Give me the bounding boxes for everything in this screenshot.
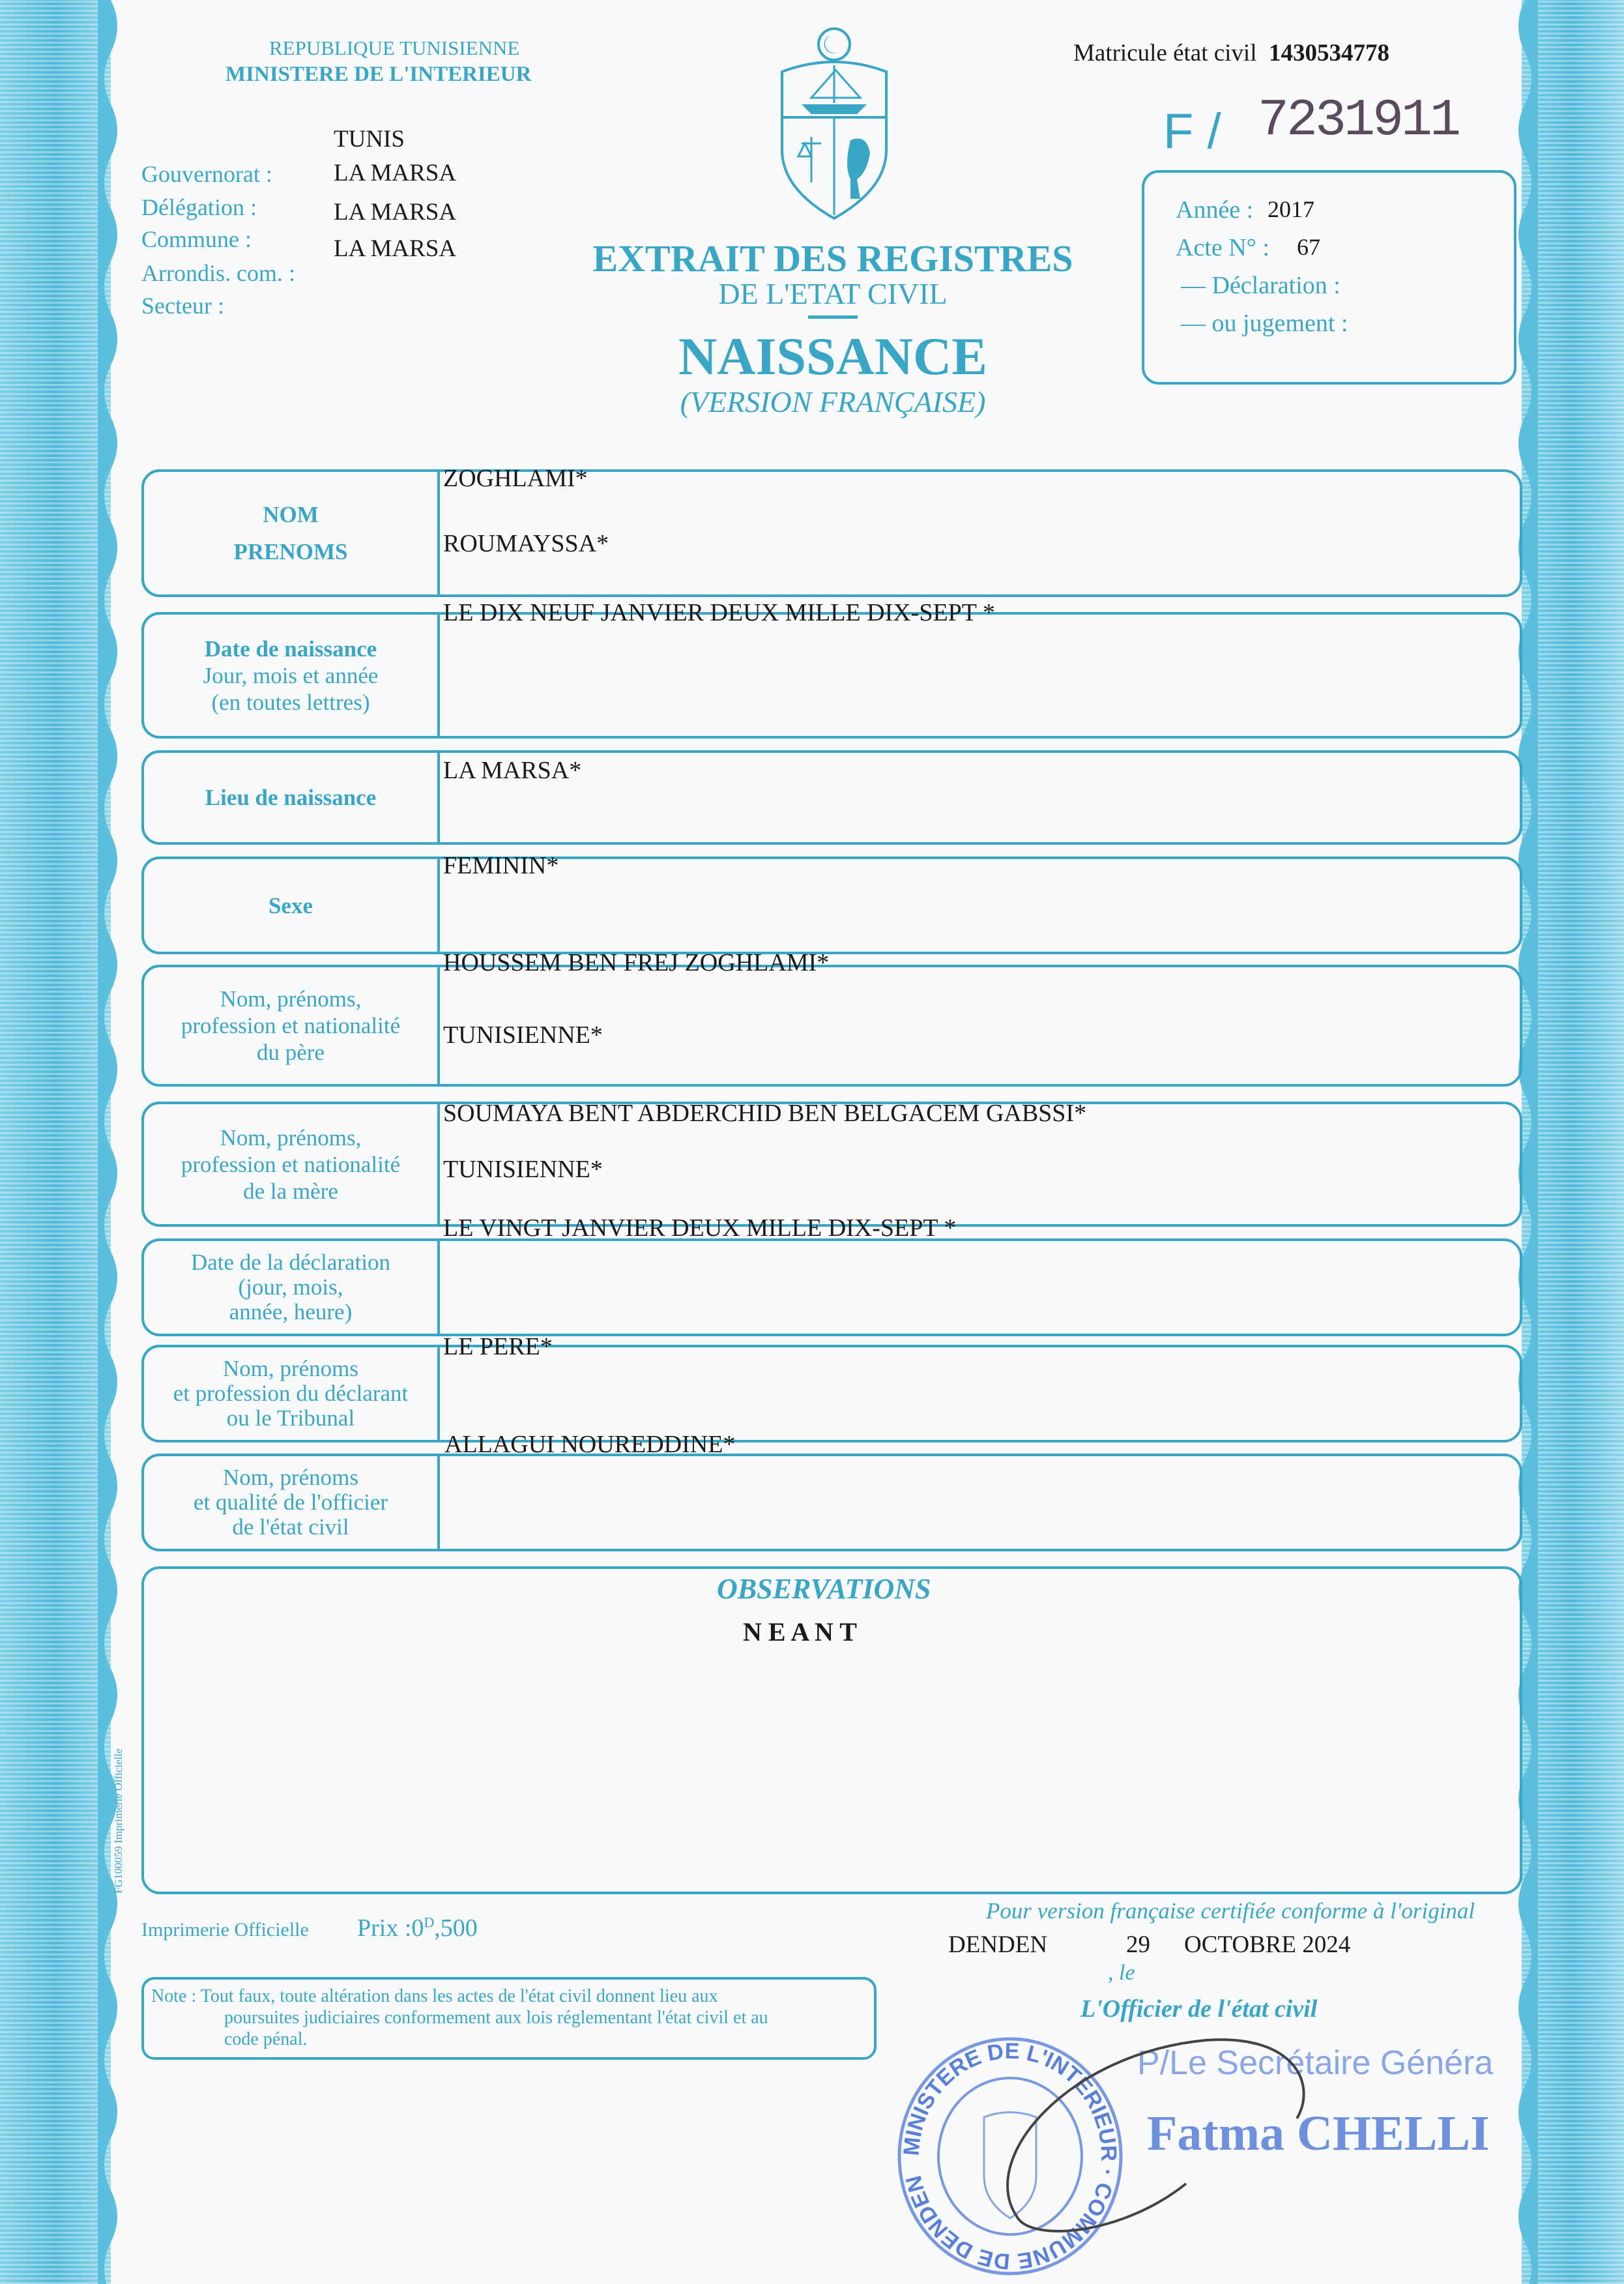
date-month-year: OCTOBRE 2024	[1184, 1931, 1351, 1958]
gouvernorat-value: TUNIS	[334, 126, 405, 153]
serial-prefix: F /	[1163, 104, 1221, 159]
gouvernorat-label: Gouvernorat :	[141, 161, 272, 187]
arrondis-value: LA MARSA	[334, 235, 457, 262]
value-nom: ZOGHLAMI*	[443, 465, 588, 492]
label-date-naissance: Date de naissance Jour, mois et année (en toutes lettres)	[141, 612, 440, 739]
value-mere-nationalite: TUNISIENNE*	[443, 1156, 603, 1183]
jugement-label: — ou jugement :	[1181, 310, 1348, 337]
value-officier: ALLAGUI NOUREDDINE*	[444, 1431, 736, 1458]
observations-box	[141, 1566, 1522, 1894]
annee-label: Année :	[1176, 196, 1254, 224]
serial-number: 7231911	[1258, 91, 1459, 151]
value-pere-nationalite: TUNISIENNE*	[443, 1021, 603, 1049]
label-pere: Nom, prénoms, profession et nationalité du père	[141, 965, 440, 1087]
label-sexe: Sexe	[141, 856, 440, 954]
title-version: (VERSION FRANÇAISE)	[680, 385, 986, 418]
value-mere-nom: SOUMAYA BENT ABDERCHID BEN BELGACEM GABSSI*	[443, 1100, 1087, 1127]
observations-label: OBSERVATIONS	[717, 1573, 931, 1605]
arrondis-label: Arrondis. com. :	[141, 260, 295, 286]
title-divider	[808, 315, 858, 319]
title-etat-civil: DE L'ETAT CIVIL	[718, 277, 948, 310]
printer-label: Imprimerie Officielle	[141, 1919, 309, 1940]
commune-label: Commune :	[141, 226, 252, 252]
value-prenoms: ROUMAYSSA*	[443, 530, 609, 557]
title-naissance: NAISSANCE	[678, 327, 987, 386]
officer-label: L'Officier de l'état civil	[1080, 1995, 1318, 2023]
acte-label: Acte N° :	[1176, 234, 1269, 261]
signatory-name: Fatma CHELLI	[1147, 2106, 1490, 2161]
value-date-naissance: LE DIX NEUF JANVIER DEUX MILLE DIX-SEPT *	[443, 599, 995, 626]
printer-side-code: FG100059 Imprimerie Officielle	[112, 1748, 124, 1894]
ministry-label: MINISTERE DE L'INTERIEUR	[225, 63, 532, 86]
date-day: 29	[1126, 1931, 1150, 1958]
label-mere: Nom, prénoms, profession et nationalité de la mère	[141, 1102, 440, 1227]
commune-value: LA MARSA	[334, 199, 457, 226]
declaration-label: — Déclaration :	[1181, 272, 1341, 299]
price: Prix $:0^D,500$	[357, 1914, 478, 1942]
matricule-value: 1430534778	[1269, 40, 1389, 66]
title-extrait: EXTRAIT DES REGISTRES	[592, 237, 1073, 280]
label-nom-prenoms: NOM PRENOMS	[141, 469, 440, 597]
value-declarant: LE PERE*	[443, 1333, 553, 1360]
value-lieu-naissance: LA MARSA*	[443, 757, 582, 784]
value-date-declaration: LE VINGT JANVIER DEUX MILLE DIX-SEPT *	[443, 1214, 957, 1242]
label-date-declaration: Date de la déclaration (jour, mois, année, heure)	[141, 1238, 440, 1336]
value-pere-nom: HOUSSEM BEN FREJ ZOGHLAMI*	[443, 949, 830, 976]
label-declarant: Nom, prénoms et profession du déclarant ou le Tribunal	[141, 1345, 440, 1442]
matricule-label: Matricule état civil	[1073, 40, 1257, 66]
annee-value: 2017	[1268, 196, 1314, 222]
coat-of-arms-emblem	[772, 26, 896, 222]
handwritten-signature	[991, 2027, 1329, 2242]
date-le: , le	[1108, 1961, 1135, 1985]
signatory-title: P/Le Secrétaire Généra	[1137, 2044, 1494, 2082]
certified-text: Pour version française certifiée conforme à l'original	[986, 1898, 1475, 1924]
note-text: Note : Tout faux, toute altération dans les actes de l'état civil donnent lieu aux poursuites judiciaires conformement aux lois réglementant l'état civil et au code pénal.	[151, 1986, 768, 2049]
svg-text:MINISTERE DE L'INTERIEUR · COM: MINISTERE DE L'INTERIEUR · COMMUNE DE DENDEN	[899, 2038, 1122, 2274]
value-sexe: FEMININ*	[443, 852, 559, 879]
delegation-value: LA MARSA	[334, 160, 457, 186]
secteur-label: Secteur :	[141, 293, 224, 319]
observations-value: N E A N T	[743, 1617, 857, 1647]
label-officier: Nom, prénoms et qualité de l'officier de l'état civil	[141, 1454, 440, 1551]
acte-value: 67	[1297, 234, 1320, 260]
delegation-label: Délégation :	[141, 194, 257, 220]
republic-label: REPUBLIQUE TUNISIENNE	[269, 37, 520, 59]
place: DENDEN	[948, 1931, 1048, 1958]
label-lieu-naissance: Lieu de naissance	[141, 750, 440, 845]
